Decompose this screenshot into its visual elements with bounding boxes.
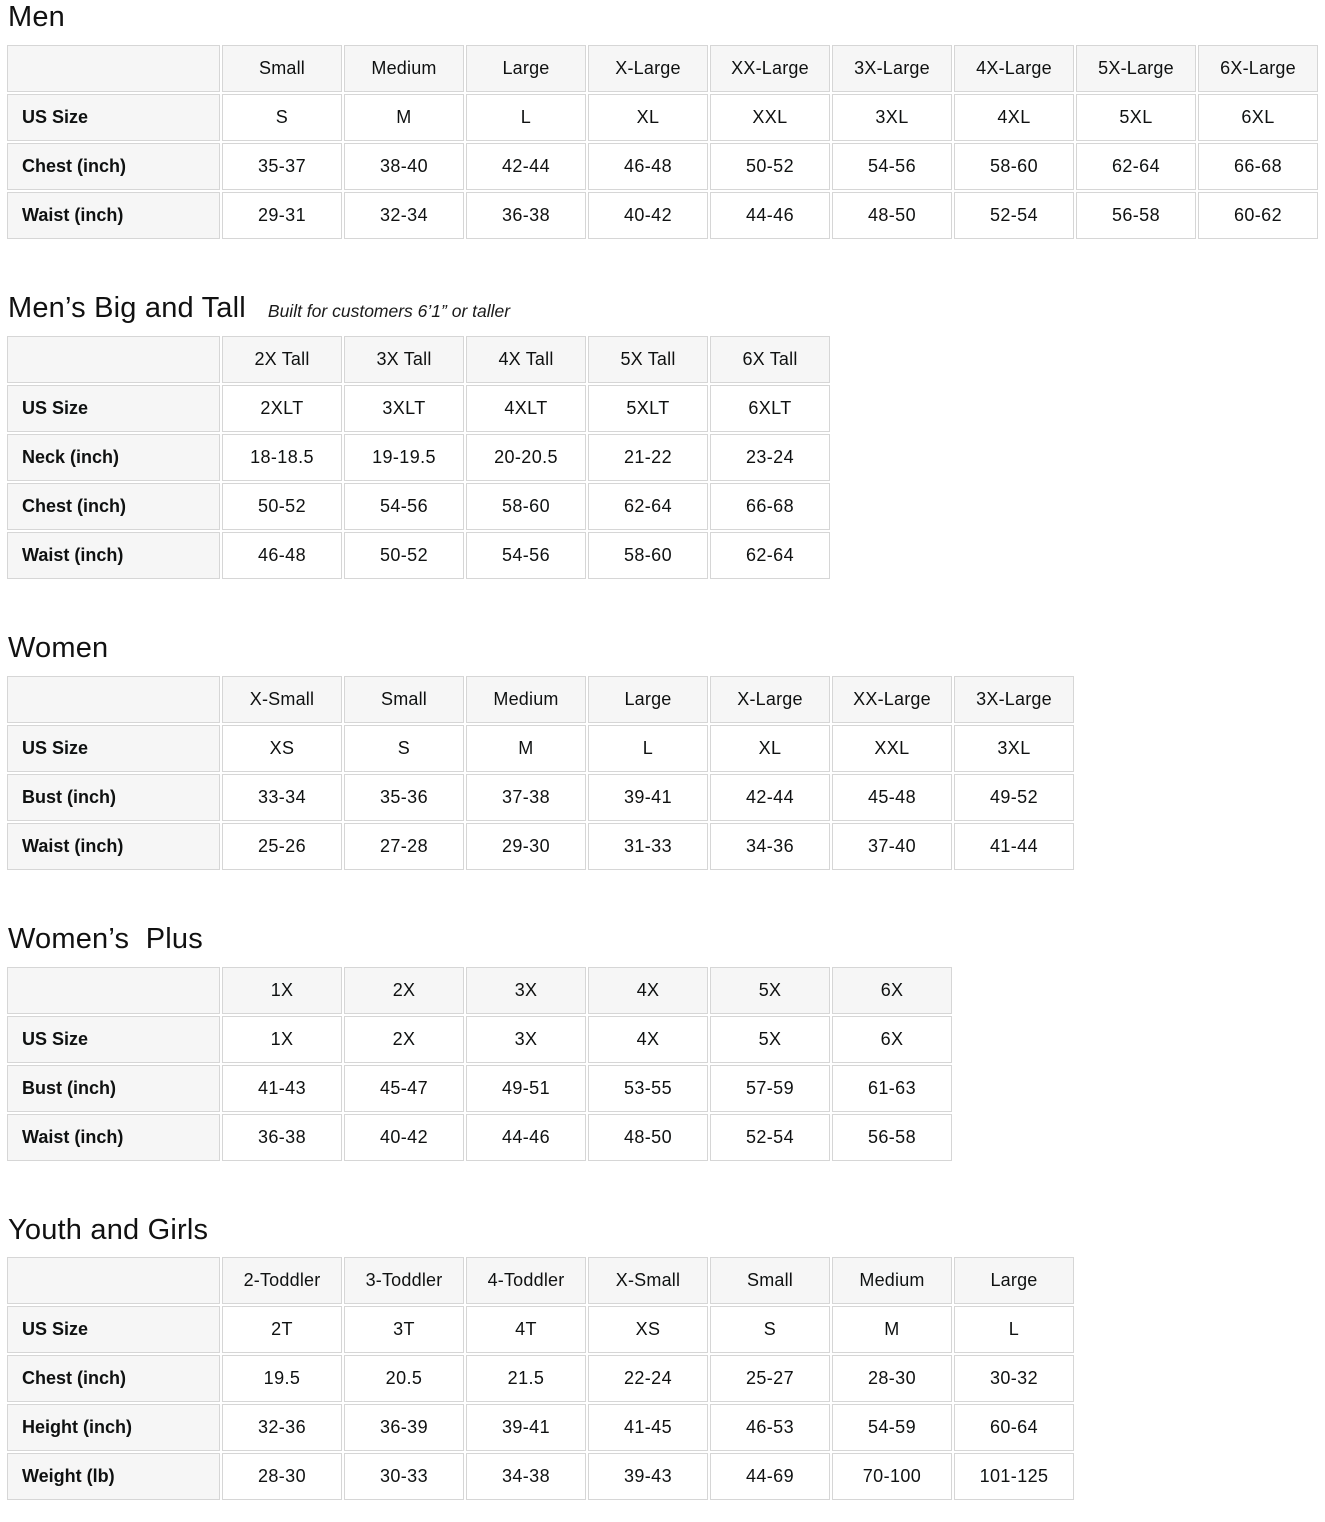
size-cell: 38-40 — [344, 143, 464, 190]
size-cell: 41-43 — [222, 1065, 342, 1112]
size-cell: L — [588, 725, 708, 772]
size-cell: S — [222, 94, 342, 141]
size-cell: 6XLT — [710, 385, 830, 432]
column-header: Large — [954, 1257, 1074, 1304]
size-cell: 35-37 — [222, 143, 342, 190]
size-cell: 44-69 — [710, 1453, 830, 1500]
row-label: Bust (inch) — [7, 774, 220, 821]
size-cell: 31-33 — [588, 823, 708, 870]
size-cell: 57-59 — [710, 1065, 830, 1112]
size-cell: XS — [588, 1306, 708, 1353]
size-cell: 62-64 — [710, 532, 830, 579]
table-row — [7, 94, 1318, 141]
size-cell: 23-24 — [710, 434, 830, 481]
column-header: 4X — [588, 967, 708, 1014]
section-title: Women’s Plus — [8, 922, 203, 955]
size-cell: 2X — [344, 1016, 464, 1063]
size-cell: 22-24 — [588, 1355, 708, 1402]
row-label: Chest (inch) — [7, 1355, 220, 1402]
size-chart-page — [5, 2, 1325, 1502]
section-heading-men — [8, 2, 1325, 34]
size-cell: 36-39 — [344, 1404, 464, 1451]
size-table-womens-plus — [5, 965, 954, 1163]
size-cell: XXL — [832, 725, 952, 772]
table-row — [7, 143, 1318, 190]
size-chart-section-women — [5, 633, 1325, 872]
column-header: Large — [588, 676, 708, 723]
table-row — [7, 192, 1318, 239]
section-title: Men — [8, 1, 66, 33]
table-row — [7, 434, 830, 481]
size-cell: 46-53 — [710, 1404, 830, 1451]
size-cell: 60-62 — [1198, 192, 1318, 239]
row-label: Waist (inch) — [7, 192, 220, 239]
section-title: Youth and Girls — [8, 1213, 209, 1246]
size-cell: 18-18.5 — [222, 434, 342, 481]
size-cell: 4T — [466, 1306, 586, 1353]
row-label: Waist (inch) — [7, 532, 220, 579]
table-row — [7, 1016, 952, 1063]
section-heading-womens-plus — [8, 924, 1325, 956]
size-cell: XL — [588, 94, 708, 141]
header-row — [7, 676, 1074, 723]
size-cell: 32-34 — [344, 192, 464, 239]
size-cell: 3X — [466, 1016, 586, 1063]
size-cell: 58-60 — [466, 483, 586, 530]
size-cell: 39-41 — [466, 1404, 586, 1451]
column-header: Large — [466, 45, 586, 92]
size-cell: 36-38 — [466, 192, 586, 239]
size-cell: 29-30 — [466, 823, 586, 870]
size-cell: 28-30 — [832, 1355, 952, 1402]
column-header: 3X-Large — [832, 45, 952, 92]
row-label: Waist (inch) — [7, 1114, 220, 1161]
size-cell: 32-36 — [222, 1404, 342, 1451]
column-header: Small — [222, 45, 342, 92]
corner-cell — [7, 1257, 220, 1304]
row-label: US Size — [7, 725, 220, 772]
size-cell: 70-100 — [832, 1453, 952, 1500]
column-header: 5X-Large — [1076, 45, 1196, 92]
column-header: 6X Tall — [710, 336, 830, 383]
corner-cell — [7, 45, 220, 92]
size-cell: 46-48 — [588, 143, 708, 190]
size-cell: 34-36 — [710, 823, 830, 870]
size-cell: 54-56 — [344, 483, 464, 530]
size-cell: 3XL — [954, 725, 1074, 772]
column-header: 6X-Large — [1198, 45, 1318, 92]
size-cell: L — [466, 94, 586, 141]
size-cell: 21.5 — [466, 1355, 586, 1402]
header-row — [7, 1257, 1074, 1304]
row-label: Waist (inch) — [7, 823, 220, 870]
size-cell: 52-54 — [710, 1114, 830, 1161]
size-cell: 4X — [588, 1016, 708, 1063]
column-header: 3X-Large — [954, 676, 1074, 723]
row-label: Weight (lb) — [7, 1453, 220, 1500]
size-cell: 25-27 — [710, 1355, 830, 1402]
size-cell: 3T — [344, 1306, 464, 1353]
corner-cell — [7, 967, 220, 1014]
row-label: Height (inch) — [7, 1404, 220, 1451]
table-row — [7, 774, 1074, 821]
size-cell: 25-26 — [222, 823, 342, 870]
size-cell: 54-59 — [832, 1404, 952, 1451]
table-row — [7, 532, 830, 579]
size-cell: 3XL — [832, 94, 952, 141]
table-row — [7, 483, 830, 530]
size-cell: 27-28 — [344, 823, 464, 870]
size-cell: 53-55 — [588, 1065, 708, 1112]
column-header: Small — [710, 1257, 830, 1304]
size-cell: 36-38 — [222, 1114, 342, 1161]
table-row — [7, 725, 1074, 772]
size-table-men — [5, 43, 1320, 241]
table-row — [7, 1065, 952, 1112]
size-cell: 46-48 — [222, 532, 342, 579]
size-cell: XL — [710, 725, 830, 772]
size-cell: 29-31 — [222, 192, 342, 239]
column-header: 2-Toddler — [222, 1257, 342, 1304]
size-cell: 50-52 — [710, 143, 830, 190]
table-row — [7, 1453, 1074, 1500]
size-cell: 19.5 — [222, 1355, 342, 1402]
row-label: US Size — [7, 94, 220, 141]
size-cell: 1X — [222, 1016, 342, 1063]
column-header: 4-Toddler — [466, 1257, 586, 1304]
size-cell: 45-48 — [832, 774, 952, 821]
corner-cell — [7, 336, 220, 383]
row-label: US Size — [7, 1016, 220, 1063]
header-row — [7, 967, 952, 1014]
size-cell: 2T — [222, 1306, 342, 1353]
size-cell: 4XLT — [466, 385, 586, 432]
table-row — [7, 385, 830, 432]
size-cell: 21-22 — [588, 434, 708, 481]
size-cell: 30-32 — [954, 1355, 1074, 1402]
size-cell: 66-68 — [710, 483, 830, 530]
column-header: Medium — [466, 676, 586, 723]
size-cell: 34-38 — [466, 1453, 586, 1500]
size-cell: 5XLT — [588, 385, 708, 432]
table-row — [7, 1355, 1074, 1402]
size-cell: 37-38 — [466, 774, 586, 821]
size-cell: 5XL — [1076, 94, 1196, 141]
size-cell: 42-44 — [466, 143, 586, 190]
size-cell: 49-51 — [466, 1065, 586, 1112]
column-header: 2X Tall — [222, 336, 342, 383]
size-cell: 42-44 — [710, 774, 830, 821]
column-header: XX-Large — [832, 676, 952, 723]
table-row — [7, 1404, 1074, 1451]
size-chart-section-mens-big-and-tall — [5, 293, 1325, 581]
size-cell: 56-58 — [832, 1114, 952, 1161]
row-label: Chest (inch) — [7, 143, 220, 190]
size-cell: 50-52 — [344, 532, 464, 579]
column-header: Small — [344, 676, 464, 723]
size-cell: 19-19.5 — [344, 434, 464, 481]
size-cell: 5X — [710, 1016, 830, 1063]
section-title: Women — [8, 631, 109, 664]
size-cell: 39-43 — [588, 1453, 708, 1500]
column-header: X-Small — [588, 1257, 708, 1304]
size-cell: 58-60 — [588, 532, 708, 579]
column-header: XX-Large — [710, 45, 830, 92]
size-cell: 61-63 — [832, 1065, 952, 1112]
size-cell: 41-45 — [588, 1404, 708, 1451]
size-cell: 6XL — [1198, 94, 1318, 141]
column-header: X-Small — [222, 676, 342, 723]
column-header: 1X — [222, 967, 342, 1014]
size-cell: 54-56 — [466, 532, 586, 579]
column-header: 5X Tall — [588, 336, 708, 383]
row-label: US Size — [7, 1306, 220, 1353]
size-cell: 40-42 — [344, 1114, 464, 1161]
column-header: 3X Tall — [344, 336, 464, 383]
size-cell: L — [954, 1306, 1074, 1353]
size-cell: 62-64 — [1076, 143, 1196, 190]
table-row — [7, 1306, 1074, 1353]
size-cell: 20-20.5 — [466, 434, 586, 481]
header-row — [7, 336, 830, 383]
size-cell: 3XLT — [344, 385, 464, 432]
size-cell: 44-46 — [710, 192, 830, 239]
size-cell: 20.5 — [344, 1355, 464, 1402]
size-cell: 48-50 — [588, 1114, 708, 1161]
size-cell: 44-46 — [466, 1114, 586, 1161]
column-header: 5X — [710, 967, 830, 1014]
table-row — [7, 1114, 952, 1161]
size-cell: 2XLT — [222, 385, 342, 432]
size-cell: 6X — [832, 1016, 952, 1063]
size-cell: 40-42 — [588, 192, 708, 239]
column-header: Medium — [344, 45, 464, 92]
size-cell: 39-41 — [588, 774, 708, 821]
column-header: 3-Toddler — [344, 1257, 464, 1304]
size-cell: XS — [222, 725, 342, 772]
section-title: Men’s Big and Tall — [8, 291, 246, 324]
size-cell: 45-47 — [344, 1065, 464, 1112]
size-cell: 41-44 — [954, 823, 1074, 870]
column-header: 6X — [832, 967, 952, 1014]
size-table-youth-and-girls — [5, 1255, 1076, 1502]
size-cell: M — [466, 725, 586, 772]
size-chart-section-womens-plus — [5, 924, 1325, 1163]
size-cell: 62-64 — [588, 483, 708, 530]
size-cell: 66-68 — [1198, 143, 1318, 190]
section-heading-mens-big-and-tall — [8, 293, 1325, 325]
size-cell: 49-52 — [954, 774, 1074, 821]
size-cell: 37-40 — [832, 823, 952, 870]
table-row — [7, 823, 1074, 870]
size-cell: S — [344, 725, 464, 772]
row-label: US Size — [7, 385, 220, 432]
corner-cell — [7, 676, 220, 723]
header-row — [7, 45, 1318, 92]
size-chart-section-youth-and-girls — [5, 1215, 1325, 1503]
size-table-women — [5, 674, 1076, 872]
column-header: X-Large — [710, 676, 830, 723]
size-cell: 30-33 — [344, 1453, 464, 1500]
size-cell: 28-30 — [222, 1453, 342, 1500]
size-cell: S — [710, 1306, 830, 1353]
size-cell: M — [344, 94, 464, 141]
size-cell: 54-56 — [832, 143, 952, 190]
column-header: X-Large — [588, 45, 708, 92]
column-header: 4X Tall — [466, 336, 586, 383]
size-cell: 48-50 — [832, 192, 952, 239]
size-cell: 58-60 — [954, 143, 1074, 190]
size-chart-section-men — [5, 2, 1325, 241]
size-cell: 35-36 — [344, 774, 464, 821]
size-cell: 50-52 — [222, 483, 342, 530]
size-table-mens-big-and-tall — [5, 334, 832, 581]
column-header: 4X-Large — [954, 45, 1074, 92]
section-subtitle: Built for customers 6’1” or taller — [267, 300, 511, 321]
size-cell: 52-54 — [954, 192, 1074, 239]
size-cell: 101-125 — [954, 1453, 1074, 1500]
size-cell: M — [832, 1306, 952, 1353]
size-cell: 33-34 — [222, 774, 342, 821]
size-cell: 56-58 — [1076, 192, 1196, 239]
size-cell: XXL — [710, 94, 830, 141]
size-cell: 4XL — [954, 94, 1074, 141]
row-label: Chest (inch) — [7, 483, 220, 530]
row-label: Bust (inch) — [7, 1065, 220, 1112]
section-heading-women — [8, 633, 1325, 665]
section-heading-youth-and-girls — [8, 1215, 1325, 1247]
column-header: 3X — [466, 967, 586, 1014]
column-header: Medium — [832, 1257, 952, 1304]
row-label: Neck (inch) — [7, 434, 220, 481]
column-header: 2X — [344, 967, 464, 1014]
size-cell: 60-64 — [954, 1404, 1074, 1451]
